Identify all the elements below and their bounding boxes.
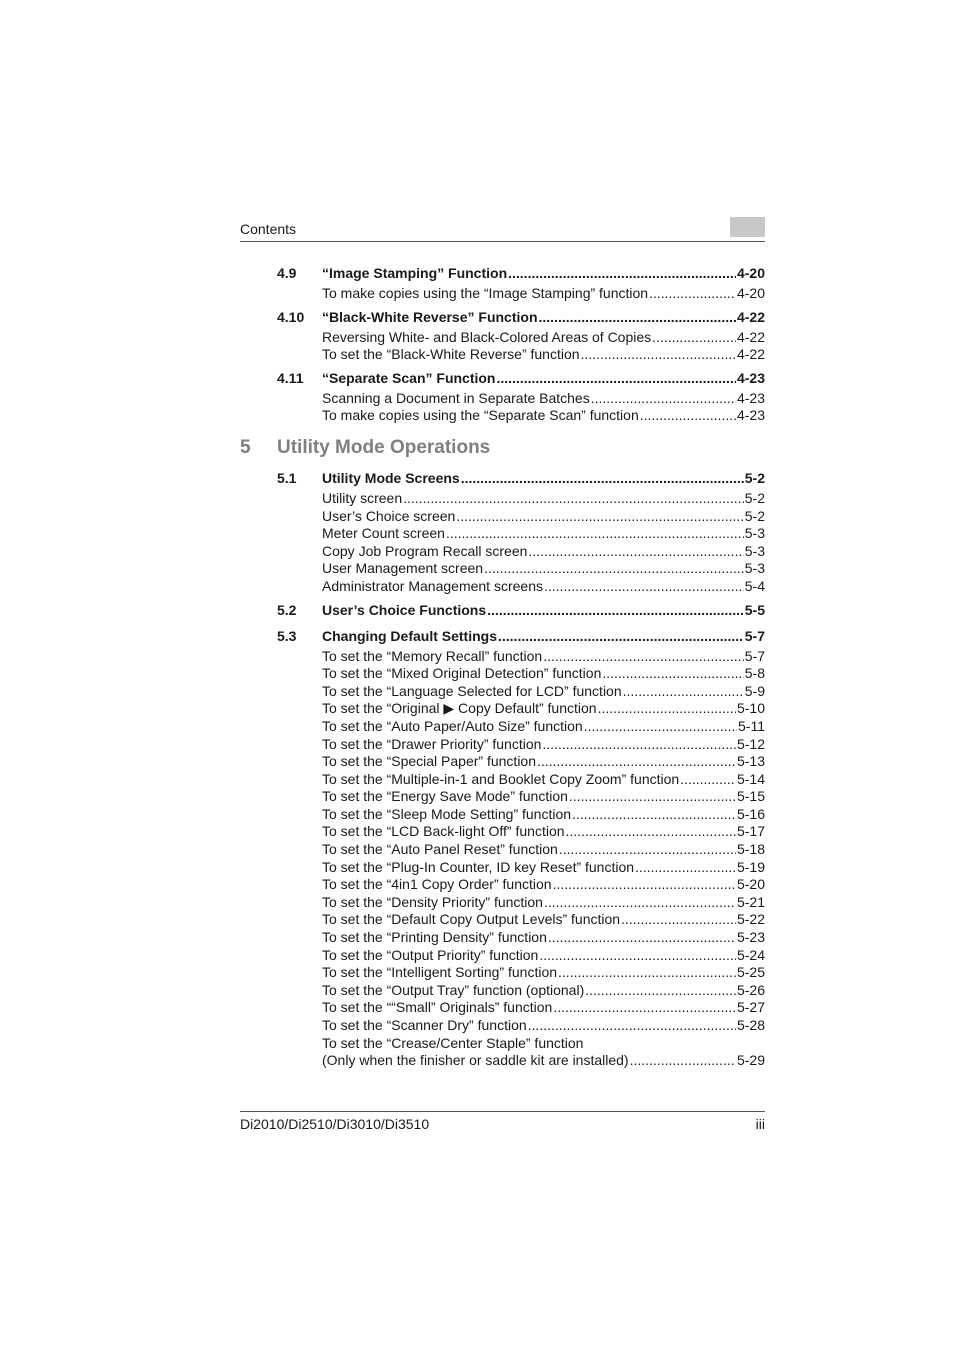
section-number: 4.10	[277, 308, 305, 325]
toc-section	[240, 470, 765, 596]
entry-title: To set the “Mixed Original Detection” function	[322, 665, 602, 682]
dot-leader	[539, 309, 736, 325]
entry-page: 5-16	[736, 805, 765, 822]
section-number: 4.11	[277, 369, 304, 386]
entry-title: To set the “Output Tray” function (optional)	[322, 981, 585, 998]
section-number: 5.2	[277, 601, 297, 618]
section-title: Changing Default Settings	[322, 627, 497, 644]
entry-page: 5-19	[736, 858, 765, 875]
dot-leader	[640, 407, 736, 423]
entry-page: 5-4	[744, 577, 765, 594]
entry-page: 5-3	[744, 560, 765, 577]
dot-leader	[630, 1052, 736, 1068]
section-title: Utility Mode Screens	[322, 469, 460, 486]
dot-leader	[548, 929, 736, 945]
dot-leader	[598, 700, 736, 716]
table-of-contents	[240, 262, 765, 1076]
dot-leader	[559, 841, 736, 857]
dot-leader	[528, 543, 743, 559]
entry-page: 5-27	[736, 999, 765, 1016]
toc-entry[interactable]	[322, 560, 765, 578]
dot-leader	[461, 470, 744, 486]
section-page: 4-22	[736, 308, 765, 325]
dot-leader	[403, 490, 744, 506]
entry-page: 5-20	[736, 876, 765, 893]
section-heading-row[interactable]	[240, 265, 765, 285]
toc-entry[interactable]	[322, 490, 765, 508]
entry-page: 4-22	[736, 328, 765, 345]
toc-section	[240, 602, 765, 622]
entry-page: 5-7	[744, 647, 765, 664]
toc-block-chapter-4	[240, 265, 765, 425]
dot-leader	[591, 390, 736, 406]
entry-page: 5-18	[736, 841, 765, 858]
toc-entry[interactable]	[322, 700, 765, 718]
page-footer	[240, 1111, 765, 1132]
toc-entry[interactable]	[322, 648, 765, 666]
toc-entry[interactable]	[322, 894, 765, 912]
entry-page: 5-21	[736, 893, 765, 910]
entry-title: User’s Choice screen	[322, 507, 456, 524]
entry-page: 5-3	[744, 525, 765, 542]
entry-page: 4-20	[736, 285, 765, 301]
footer-model: Di2010/Di2510/Di3010/Di3510	[240, 1116, 430, 1132]
header-tab-marker	[730, 217, 765, 237]
entry-title: Administrator Management screens	[322, 577, 543, 594]
toc-entry[interactable]	[322, 841, 765, 859]
dot-leader	[572, 806, 736, 822]
dot-leader	[528, 1017, 736, 1033]
toc-section	[240, 370, 765, 425]
entry-title: To set the “Original ▶ Copy Default” function	[322, 700, 597, 717]
dot-leader	[543, 648, 744, 664]
toc-entry[interactable]	[322, 982, 765, 1000]
toc-entry[interactable]	[322, 718, 765, 736]
dot-leader	[652, 329, 736, 345]
section-entries	[240, 490, 765, 596]
dot-leader	[496, 370, 735, 386]
toc-entry[interactable]	[322, 929, 765, 947]
footer-page-number: iii	[755, 1116, 765, 1132]
section-page: 4-20	[736, 265, 765, 281]
entry-title: To set the “4in1 Copy Order” function	[322, 876, 552, 893]
dot-leader	[539, 947, 736, 963]
toc-entry[interactable]	[322, 823, 765, 841]
dot-leader	[623, 683, 744, 699]
entry-page: 5-22	[736, 911, 765, 928]
section-entries	[240, 648, 765, 1070]
toc-entry[interactable]	[322, 578, 765, 596]
toc-entry[interactable]	[322, 736, 765, 754]
entry-page: 5-14	[736, 770, 765, 787]
section-number: 5.1	[277, 469, 297, 486]
entry-title: (Only when the finisher or saddle kit are installed)	[322, 1052, 629, 1069]
toc-section	[240, 265, 765, 303]
dot-leader	[542, 736, 736, 752]
section-title: “Image Stamping” Function	[322, 265, 508, 281]
entry-title: To set the “Output Priority” function	[322, 946, 539, 963]
toc-entry[interactable]	[322, 543, 765, 561]
entry-page: 5-25	[736, 964, 765, 981]
toc-entry[interactable]	[322, 346, 765, 364]
chapter-heading	[240, 437, 765, 467]
entry-title: To make copies using the “Image Stamping” function	[322, 285, 649, 301]
section-heading-row[interactable]	[240, 309, 765, 329]
entry-title: To set the “Sleep Mode Setting” function	[322, 805, 572, 822]
entry-title: To set the “Auto Panel Reset” function	[322, 841, 558, 858]
dot-leader	[649, 285, 736, 301]
dot-leader	[446, 525, 744, 541]
dot-leader	[544, 578, 744, 594]
toc-entry[interactable]	[322, 753, 765, 771]
toc-entry[interactable]	[322, 947, 765, 965]
entry-page: 5-13	[736, 753, 765, 770]
toc-section	[240, 309, 765, 364]
section-title: User’s Choice Functions	[322, 601, 487, 618]
entry-page: 5-24	[736, 946, 765, 963]
entry-page: 5-2	[744, 507, 765, 524]
toc-entry-line: To set the “Crease/Center Staple” function	[322, 1034, 584, 1051]
section-page: 5-2	[744, 469, 765, 486]
dot-leader	[553, 876, 736, 892]
entry-title: To set the “Auto Paper/Auto Size” function	[322, 717, 583, 734]
toc-entry[interactable]	[322, 665, 765, 683]
dot-leader	[602, 665, 743, 681]
entry-title: To set the “Printing Density” function	[322, 929, 547, 946]
dot-leader	[498, 628, 744, 644]
dot-leader	[544, 894, 736, 910]
entry-page: 5-3	[744, 542, 765, 559]
entry-page: 5-23	[736, 929, 765, 946]
toc-entry[interactable]	[322, 788, 765, 806]
toc-entry[interactable]	[322, 407, 765, 425]
entry-title: To set the “Drawer Priority” function	[322, 735, 542, 752]
entry-title: Copy Job Program Recall screen	[322, 542, 528, 559]
entry-page: 5-26	[736, 981, 765, 998]
dot-leader	[584, 718, 737, 734]
entry-page: 5-2	[744, 489, 765, 506]
toc-section	[240, 628, 765, 1070]
entry-page: 5-8	[744, 665, 765, 682]
dot-leader	[456, 508, 743, 524]
entry-page: 5-29	[736, 1052, 765, 1069]
toc-entry[interactable]	[322, 508, 765, 526]
toc-entry[interactable]	[322, 390, 765, 408]
dot-leader	[680, 771, 736, 787]
entry-title: To set the “Energy Save Mode” function	[322, 788, 568, 805]
dot-leader	[487, 602, 744, 618]
toc-entry[interactable]	[322, 329, 765, 347]
entry-page: 5-11	[738, 717, 765, 734]
entry-title: Utility screen	[322, 489, 403, 506]
section-heading-row[interactable]	[240, 470, 765, 490]
entry-page: 5-15	[736, 788, 765, 805]
entry-title: To set the “Special Paper” function	[322, 753, 537, 770]
section-title: “Black-White Reverse” Function	[322, 308, 538, 325]
toc-block-chapter-5	[240, 470, 765, 1070]
entry-title: Meter Count screen	[322, 525, 445, 542]
entry-page: 4-22	[736, 346, 765, 363]
entry-page: 5-9	[744, 682, 765, 699]
section-page: 5-5	[744, 601, 765, 618]
entry-page: 4-23	[736, 389, 765, 406]
toc-entry[interactable]	[322, 911, 765, 929]
entry-title: Scanning a Document in Separate Batches	[322, 389, 590, 406]
section-page: 4-23	[736, 369, 765, 386]
toc-entry[interactable]	[322, 1017, 765, 1035]
page-header	[240, 219, 765, 242]
entry-page: 5-28	[736, 1017, 765, 1033]
dot-leader	[566, 823, 736, 839]
entry-page: 5-10	[736, 700, 765, 717]
entry-title: To set the “Language Selected for LCD” function	[322, 682, 622, 699]
dot-leader	[569, 788, 736, 804]
section-entries	[240, 329, 765, 364]
entry-title: Reversing White- and Black-Colored Areas of Copies	[322, 328, 652, 345]
toc-entry[interactable]	[322, 999, 765, 1017]
entry-title: To set the “Plug-In Counter, ID key Reset” function	[322, 858, 635, 875]
entry-title: To set the “Density Priority” function	[322, 893, 543, 910]
dot-leader	[553, 999, 736, 1015]
section-heading-row[interactable]	[240, 370, 765, 390]
toc-entry[interactable]	[322, 876, 765, 894]
dot-leader	[585, 982, 736, 998]
section-heading-row[interactable]	[240, 628, 765, 648]
dot-leader	[508, 265, 736, 281]
toc-entry[interactable]	[322, 806, 765, 824]
entry-title: To set the “Scanner Dry” function	[322, 1017, 527, 1033]
chapter-title: Utility Mode Operations	[277, 436, 491, 458]
dot-leader	[635, 859, 736, 875]
section-number: 5.3	[277, 627, 297, 644]
toc-entry[interactable]	[322, 683, 765, 701]
dot-leader	[621, 911, 736, 927]
section-title: “Separate Scan” Function	[322, 369, 496, 386]
entry-title: To set the “LCD Back-light Off” function	[322, 823, 565, 840]
toc-entry[interactable]	[322, 1052, 765, 1070]
dot-leader	[537, 753, 736, 769]
entry-title: To set the ““Small” Originals” function	[322, 999, 553, 1016]
toc-entry[interactable]	[322, 859, 765, 877]
entry-page: 4-23	[736, 407, 765, 424]
entry-title: To make copies using the “Separate Scan” function	[322, 407, 639, 424]
section-entries	[240, 390, 765, 425]
dot-leader	[484, 560, 744, 576]
entry-page: 5-12	[736, 735, 765, 752]
section-entries	[240, 285, 765, 303]
toc-entry[interactable]	[322, 285, 765, 303]
chapter-number: 5	[240, 436, 251, 458]
entry-title: User Management screen	[322, 560, 484, 577]
toc-entry[interactable]	[322, 525, 765, 543]
section-number: 4.9	[277, 265, 297, 281]
dot-leader	[558, 964, 736, 980]
toc-entry[interactable]	[322, 771, 765, 789]
entry-title: To set the “Intelligent Sorting” function	[322, 964, 558, 981]
entry-title: To set the “Memory Recall” function	[322, 647, 543, 664]
entry-title: To set the “Multiple-in-1 and Booklet Copy Zoom” function	[322, 770, 680, 787]
section-page: 5-7	[744, 627, 765, 644]
dot-leader	[581, 346, 736, 362]
entry-title: To set the “Default Copy Output Levels” function	[322, 911, 621, 928]
entry-page: 5-17	[736, 823, 765, 840]
section-heading-row[interactable]	[240, 602, 765, 622]
header-label: Contents	[240, 221, 297, 237]
entry-title: To set the “Black-White Reverse” function	[322, 346, 580, 363]
toc-entry[interactable]	[322, 964, 765, 982]
